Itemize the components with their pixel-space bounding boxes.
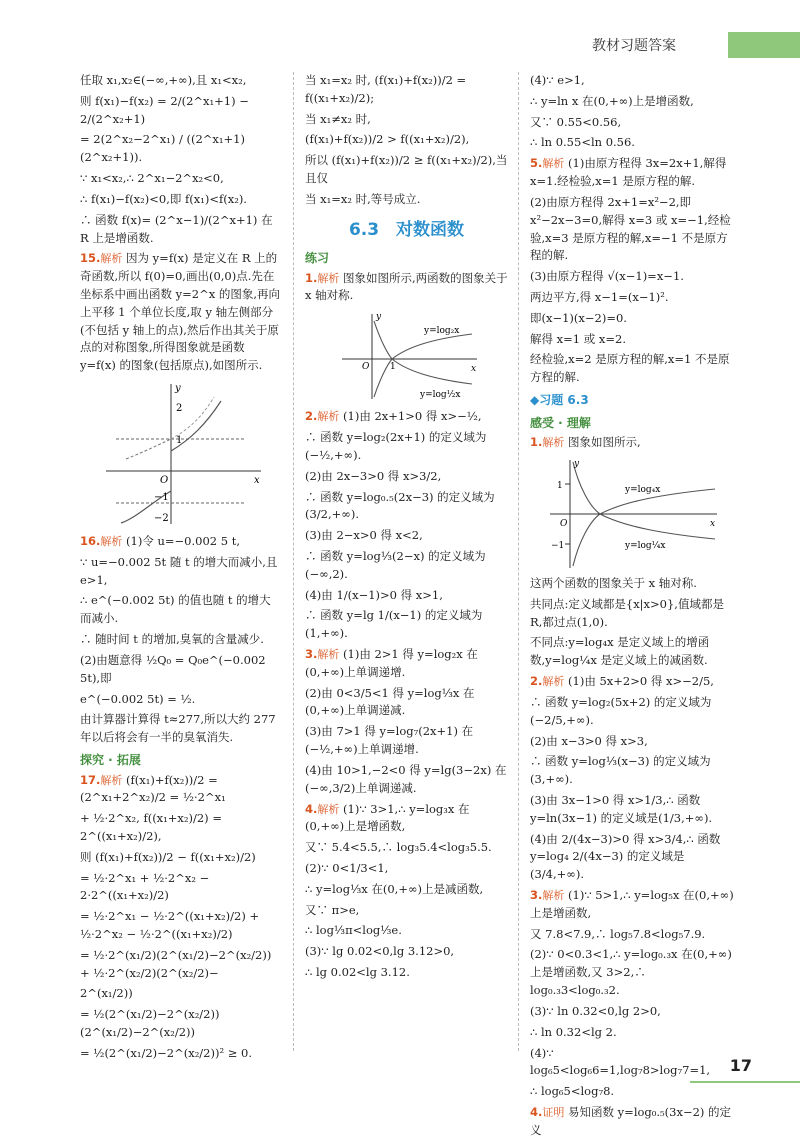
analysis-tag: 解析 — [100, 535, 123, 548]
tick-label: −1 — [154, 492, 169, 503]
axis-label-y: y — [375, 312, 381, 323]
text-line: (f(x₁)+f(x₂))/2 = (2^x₁+2^x₂)/2 = ½·2^x₁ — [80, 772, 226, 805]
feel-heading: 感受 · 理解 — [530, 415, 591, 430]
origin-label: O — [361, 362, 369, 373]
exercise-3 — [530, 887, 735, 923]
text-line: 又∵ π>e, — [305, 902, 360, 917]
text-line: (1)由原方程得 3x=2x+1,解得 x=1.经检验,x=1 是原方程的解. — [530, 156, 727, 189]
question-number: 2. — [530, 674, 543, 689]
curve-label: y=log¼x — [625, 541, 666, 551]
practice-2 — [305, 408, 508, 426]
text-line: 当 x₁=x₂ 时, (f(x₁)+f(x₂))/2 = f((x₁+x₂)/2); — [305, 73, 467, 105]
column-divider — [518, 72, 519, 1051]
question-number: 5. — [530, 156, 543, 171]
text-line: 当 x₁≠x₂ 时, — [305, 111, 371, 126]
exercise-1 — [530, 434, 735, 452]
section-title: 6.3 对数函数 — [348, 219, 465, 240]
text-line: (1)∵ 3>1,∴ y=log₃x 在(0,+∞)上是增函数, — [305, 801, 470, 834]
text-line: (1)由 2>1 得 y=log₂x 在(0,+∞)上单调递增. — [305, 647, 478, 679]
question-number: 1. — [305, 270, 318, 285]
curve-label: y=log½x — [419, 390, 460, 401]
answer-text: 图象如图所示, — [568, 435, 641, 450]
text-line: = ½·2^x₁ + ½·2^x₂ − 2·2^((x₁+x₂)/2) — [80, 870, 210, 903]
axis-label-y: y — [175, 383, 181, 394]
tick-label: 1 — [389, 362, 396, 373]
text-line: (4)∵ e>1, — [530, 73, 585, 87]
text-line: ∴ 函数 y=log₀.₅(2x−3) 的定义域为(3/2,+∞). — [305, 489, 495, 522]
origin-label: O — [560, 519, 568, 529]
exercise-2 — [530, 673, 735, 691]
text-line: 两边平方,得 x−1=(x−1)². — [530, 289, 669, 304]
curve-log-quarter — [573, 462, 715, 539]
text-line: (1)令 u=−0.002 5 t, — [126, 534, 240, 548]
question-number: 4. — [530, 1104, 543, 1119]
text-line: ∴ y=log⅓x 在(0,+∞)上是减函数, — [305, 881, 484, 896]
question-16 — [80, 533, 282, 551]
text-line: (3)由 3x−1>0 得 x>1/3,∴ 函数 y=ln(3x−1) 的定义域是(1/3,+∞). — [530, 792, 713, 825]
proof-tag: 证明 — [542, 1105, 565, 1119]
tick-label: 1 — [176, 435, 183, 446]
origin-label: O — [160, 475, 169, 486]
text-line: ∴ ln 0.55<ln 0.56. — [530, 135, 635, 150]
text-line: ∴ f(x₁)−f(x₂)<0,即 f(x₁)<f(x₂). — [80, 191, 247, 206]
text-line: (3)由原方程得 √(x−1)=x−1. — [530, 269, 684, 284]
column-3 — [530, 72, 735, 1143]
question-15 — [80, 250, 282, 375]
text-line: (1)由 5x+2>0 得 x>−2/5, — [568, 674, 714, 689]
text-line: ∴ 函数 y=lg 1/(x−1) 的定义域为(1,+∞). — [305, 608, 483, 641]
curve-log4 — [573, 489, 715, 566]
analysis-tag: 解析 — [317, 802, 340, 816]
text-line: 又 7.8<7.9,∴ log₅7.8<log₅7.9. — [530, 926, 706, 941]
analysis-tag: 解析 — [542, 889, 565, 902]
text-line: (2)∵ 0<0.3<1,∴ y=log₀.₃x 在(0,+∞)上是增函数,又 3>2,∴ log₀.₃3<log₀.₃2. — [530, 947, 732, 998]
text-line: ∵ u=−0.002 5t 随 t 的增大而减小,且 e>1, — [80, 554, 278, 587]
axis-label-x: x — [254, 475, 260, 486]
text-line: 又∵ 0.55<0.56, — [530, 114, 622, 129]
text-line: 当 x₁=x₂ 时,等号成立. — [305, 191, 421, 206]
text-line: + ½·2^x₂, f((x₁+x₂)/2) = 2^((x₁+x₂)/2), — [80, 811, 222, 843]
curve-log2 — [374, 334, 472, 397]
text-line: (3)由 2−x>0 得 x<2, — [305, 528, 423, 543]
tick-label: 2 — [176, 403, 183, 414]
text-line: 共同点:定义域都是{x|x>0},值域都是 R,都过点(1,0). — [530, 596, 724, 629]
text-line: = ½·2^(x₁/2)(2^(x₁/2)−2^(x₂/2)) + ½·2^(x₂/2)(2^(x₂/2)− — [80, 947, 272, 980]
question-number: 3. — [530, 888, 543, 902]
tick-label: −1 — [551, 541, 565, 551]
text-line: ∴ 函数 y=log₂(5x+2) 的定义域为(−2/5,+∞). — [530, 694, 712, 727]
text-line: = ½(2^(x₁/2)−2^(x₂/2))(2^(x₁/2)−2^(x₂/2)) — [80, 1007, 220, 1040]
text-line: 这两个函数的图象关于 x 轴对称. — [530, 576, 697, 590]
practice-1 — [305, 270, 508, 306]
answer-text: 因为 y=f(x) 是定义在 R 上的奇函数,所以 f(0)=0,画出(0,0)点.先在坐标系中画出函数 y=2^x 的图象,再向上平移 1 个单位长度,取 y 轴左侧部分(不包括 y 轴上的点),然后作出其关于原点的对称图象,所得图象就是函数 y=f(x) 的图象(包括原点),如图所示. — [80, 251, 281, 373]
question-number: 15. — [80, 251, 101, 266]
analysis-tag: 解析 — [317, 648, 340, 661]
exercise-heading: ◆习题 6.3 — [530, 393, 589, 407]
footer-accent-line — [690, 1081, 800, 1083]
practice-5 — [530, 155, 735, 191]
text-line: (2)由 x−3>0 得 x>3, — [530, 733, 648, 748]
axis-label-x: x — [470, 364, 476, 375]
page-number: 17 — [729, 1056, 752, 1076]
question-number: 16. — [80, 534, 101, 548]
analysis-tag: 解析 — [317, 410, 340, 424]
practice-4 — [305, 801, 508, 837]
question-number: 1. — [530, 435, 543, 450]
figure-odd-function — [96, 379, 266, 529]
text-line: ∴ y=ln x 在(0,+∞)上是增函数, — [530, 93, 694, 108]
text-line: 由计算器计算得 t≈277,所以大约 277 年以后将会有一半的臭氧消失. — [80, 712, 276, 745]
text-line: ∴ e^(−0.002 5t) 的值也随 t 的增大而减小. — [80, 593, 271, 626]
text-line: (3)∵ ln 0.32<0,lg 2>0, — [530, 1003, 661, 1018]
question-number: 17. — [80, 772, 101, 787]
question-number: 3. — [305, 647, 318, 661]
text-line: = ½(2^(x₁/2)−2^(x₂/2))² ≥ 0. — [80, 1045, 253, 1060]
text-line: 解得 x=1 或 x=2. — [530, 331, 626, 346]
text-line: 则 (f(x₁)+f(x₂))/2 − f((x₁+x₂)/2) — [80, 849, 256, 864]
header-title: 教材习题答案 — [592, 38, 676, 54]
text-line: ∵ x₁<x₂,∴ 2^x₁−2^x₂<0, — [80, 171, 224, 186]
practice-3 — [305, 646, 508, 682]
text-line: (3)∵ lg 0.02<0,lg 3.12>0, — [305, 944, 455, 959]
text-line: (1)∵ 5>1,∴ y=log₅x 在(0,+∞)上是增函数, — [530, 888, 734, 920]
text-line: (4)∵ log₆5<log₆6=1,log₇8>log₇7=1, — [530, 1045, 711, 1078]
text-line: e^(−0.002 5t) = ½. — [80, 691, 196, 706]
text-line: ∴ log⅓π<log⅓e. — [305, 923, 402, 938]
analysis-tag: 解析 — [100, 773, 123, 787]
figure-log2-log-half — [332, 309, 482, 404]
column-1 — [80, 72, 282, 1066]
text-line: (4)由 10>1,−2<0 得 y=lg(3−2x) 在(−∞,3/2)上单调递减. — [305, 762, 507, 795]
explore-heading: 探究 · 拓展 — [80, 752, 141, 767]
column-2 — [305, 72, 508, 985]
practice-heading: 练习 — [305, 251, 330, 266]
text-line: ∴ ln 0.32<lg 2. — [530, 1024, 617, 1039]
curve-label: y=log₂x — [423, 326, 459, 337]
text-line: 即(x−1)(x−2)=0. — [530, 310, 627, 325]
analysis-tag: 解析 — [542, 436, 565, 450]
curve-label: y=log₄x — [625, 485, 661, 495]
tick-label: −2 — [154, 513, 169, 524]
text-line: ∴ log₆5<log₇8. — [530, 1084, 615, 1099]
text-line: (2)由原方程得 2x+1=x²−2,即 x²−2x−3=0,解得 x=3 或 x=−1,经检验,x=3 是原方程的解,x=−1 不是原方程的解. — [530, 194, 731, 263]
analysis-tag: 解析 — [542, 157, 565, 171]
column-divider — [293, 72, 294, 1051]
header-accent-bar — [728, 32, 800, 58]
text-line: (2)由 0<3/5<1 得 y=log⅓x 在(0,+∞)上单调递减. — [305, 685, 475, 718]
question-number: 4. — [305, 801, 318, 816]
text-line: (2)由题意得 ½Q₀ = Q₀e^(−0.002 5t),即 — [80, 652, 266, 685]
analysis-tag: 解析 — [317, 271, 340, 285]
text-line: 所以 (f(x₁)+f(x₂))/2 ≥ f((x₁+x₂)/2),当且仅 — [305, 153, 508, 186]
tick-label: 1 — [557, 481, 563, 491]
question-number: 2. — [305, 409, 318, 424]
text-line: 经检验,x=2 是原方程的解,x=1 不是原方程的解. — [530, 352, 730, 385]
analysis-tag: 解析 — [100, 252, 123, 266]
text-line: ∴ 函数 y=log₂(2x+1) 的定义域为(−½,+∞). — [305, 430, 487, 462]
text-line: (f(x₁)+f(x₂))/2 > f((x₁+x₂)/2), — [305, 132, 470, 147]
axis-label-y: y — [574, 459, 580, 469]
text-line: ∴ 函数 y=log⅓(2−x) 的定义域为(−∞,2). — [305, 548, 486, 581]
text-line: (4)由 2/(4x−3)>0 得 x>3/4,∴ 函数 y=log₄ 2/(4x−3) 的定义域是(3/4,+∞). — [530, 831, 721, 882]
text-line: 任取 x₁,x₂∈(−∞,+∞),且 x₁<x₂, — [80, 73, 247, 87]
analysis-tag: 解析 — [542, 675, 565, 689]
figure-log4-log-quarter — [545, 456, 720, 571]
text-line: 则 f(x₁)−f(x₂) = 2/(2^x₁+1) − 2/(2^x₂+1) — [80, 93, 249, 126]
axis-label-x: x — [710, 519, 716, 529]
text-line: 又∵ 5.4<5.5,∴ log₃5.4<log₃5.5. — [305, 840, 492, 855]
curve-dashed — [126, 439, 171, 459]
answer-text: 图象如图所示,两函数的图象关于 x 轴对称. — [305, 270, 508, 303]
text-line: = 2(2^x₂−2^x₁) / ((2^x₁+1)(2^x₂+1)). — [80, 132, 245, 165]
question-17 — [80, 772, 282, 808]
answer-text: 易知函数 y=log₀.₅(3x−2) 的定义 — [530, 1104, 732, 1137]
text-line: = ½·2^x₁ − ½·2^((x₁+x₂)/2) + ½·2^x₂ − ½·2^((x₁+x₂)/2) — [80, 909, 260, 942]
text-line: (3)由 7>1 得 y=log₇(2x+1) 在(−½,+∞)上单调递增. — [305, 724, 474, 757]
text-line: 不同点:y=log₄x 是定义域上的增函数,y=log¼x 是定义域上的减函数. — [530, 635, 710, 668]
text-line: (2)∵ 0<1/3<1, — [305, 860, 389, 875]
text-line: ∴ lg 0.02<lg 3.12. — [305, 965, 410, 979]
text-line: (2)由 2x−3>0 得 x>3/2, — [305, 468, 442, 483]
text-line: (4)由 1/(x−1)>0 得 x>1, — [305, 587, 443, 602]
text-line: ∴ 函数 f(x)= (2^x−1)/(2^x+1) 在 R 上是增函数. — [80, 212, 273, 245]
exercise-4 — [530, 1104, 735, 1140]
text-line: ∴ 随时间 t 的增加,臭氧的含量减少. — [80, 632, 264, 647]
text-line: ∴ 函数 y=log⅓(x−3) 的定义域为(3,+∞). — [530, 754, 711, 787]
text-line: (1)由 2x+1>0 得 x>−½, — [343, 409, 482, 424]
text-line: 2^(x₁/2)) — [80, 986, 133, 1001]
